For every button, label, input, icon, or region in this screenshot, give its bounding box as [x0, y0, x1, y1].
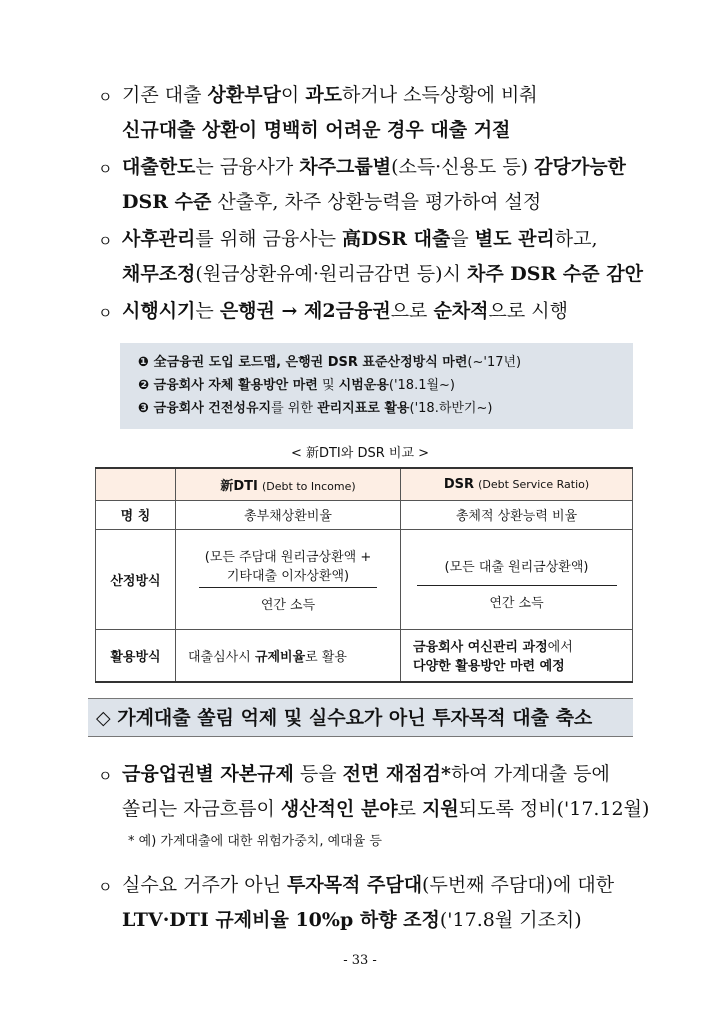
- dsr-formula: [417, 548, 617, 611]
- text-run: 관리지표로 활용: [317, 401, 410, 416]
- text-run: 를 위해 금융사는: [195, 228, 343, 250]
- bullet-line: [98, 757, 649, 792]
- text-run: 과도: [305, 84, 343, 106]
- table-row: [96, 529, 633, 629]
- text-run: ('18.1월~): [388, 378, 456, 393]
- bullet-line: [98, 78, 538, 113]
- bullet-item: [98, 222, 643, 292]
- bullet-line: [98, 257, 643, 292]
- step-number: ❶: [138, 355, 154, 370]
- text-run: 신규대출 상환이 명백히 어려운 경우 대출 거절: [122, 119, 511, 141]
- text-run: 는: [195, 300, 220, 322]
- bullet-item: [98, 757, 649, 827]
- bullet-mark-icon: ㅇ: [98, 88, 113, 106]
- text-run: 되도록 정비('17.12월): [458, 798, 650, 820]
- bullet-line: [98, 792, 649, 827]
- dsr-formula-cell: [401, 529, 633, 629]
- bullet-item: [98, 150, 626, 220]
- row-label-usage: 활용방식: [96, 629, 176, 682]
- bullet-line: [98, 868, 614, 903]
- text-run: 실수요 거주가 아닌: [122, 874, 287, 896]
- table-corner: [96, 468, 176, 500]
- bullet-line: [98, 113, 538, 148]
- dti-usage-cell: [176, 629, 401, 682]
- text-run: 금융회사 자체 활용방안 마련: [153, 378, 318, 393]
- header-dti-sub: (Debt to Income): [262, 479, 356, 493]
- bullet-mark-icon: ㅇ: [98, 232, 113, 250]
- dti-usage-c: 로 활용: [305, 649, 347, 665]
- text-run: 전면 재점검*: [342, 763, 451, 785]
- table-row: [96, 629, 633, 682]
- text-run: 차주그룹별: [299, 156, 392, 178]
- text-run: 으로 시행: [488, 300, 568, 322]
- roadmap-box: [120, 343, 633, 429]
- dti-numerator-line1: (모든 주담대 원리금상환액 +: [204, 549, 372, 565]
- text-run: (두번째 주담대)에 대한: [422, 874, 615, 896]
- dsr-numerator: (모든 대출 원리금상환액): [417, 548, 617, 586]
- text-run: 금융회사 건전성유지: [153, 401, 272, 416]
- dti-formula-cell: [176, 529, 401, 629]
- text-run: ('18.하반기~): [409, 401, 493, 416]
- text-run: 하거나 소득상황에 비춰: [342, 84, 538, 106]
- dti-formula: [199, 546, 378, 613]
- text-run: 로: [397, 798, 423, 820]
- footnote: * 예) 가계대출에 대한 위험가중치, 예대율 등: [128, 834, 382, 849]
- bullet-mark-icon: ㅇ: [98, 160, 113, 178]
- row-label-method: 산정방식: [96, 529, 176, 629]
- text-run: 高DSR 대출: [342, 228, 451, 250]
- bullet-line: [98, 185, 626, 220]
- text-run: 및: [317, 378, 339, 393]
- table-row: [96, 500, 633, 529]
- text-run: 으로: [390, 300, 434, 322]
- roadmap-item: [138, 374, 633, 397]
- text-run: 이: [280, 84, 306, 106]
- text-run: 감당가능한: [534, 156, 626, 178]
- text-run: 全금융권 도입 로드맵, 은행권 DSR 표준산정방식 마련: [153, 355, 468, 370]
- text-run: 를 위한: [271, 401, 318, 416]
- text-run: 을: [450, 228, 475, 250]
- dsr-denominator: 연간 소득: [489, 595, 544, 611]
- table-caption: < 新DTI와 DSR 비교 >: [290, 446, 430, 461]
- page-number: - 33 -: [343, 953, 377, 968]
- text-run: 지원: [422, 798, 459, 820]
- bullet-line: [98, 150, 626, 185]
- text-run: 사후관리: [122, 228, 196, 250]
- bullet-line: [98, 903, 614, 938]
- roadmap-item: [138, 397, 633, 420]
- text-run: DSR 수준: [122, 191, 212, 213]
- text-run: 생산적인 분야: [280, 798, 398, 820]
- roadmap-item: [138, 351, 633, 374]
- step-number: ❷: [138, 378, 154, 393]
- text-run: 채무조정: [122, 263, 196, 285]
- text-run: 산출후, 차주 상환능력을 평가하여 설정: [211, 191, 542, 213]
- text-run: 상환부담: [207, 84, 281, 106]
- table-header-row: [96, 468, 633, 500]
- header-dsr-sub: (Debt Service Ratio): [478, 477, 590, 491]
- text-run: 하고,: [554, 228, 598, 250]
- text-run: 는 금융사가: [195, 156, 300, 178]
- text-run: 하여 가계대출 등에: [450, 763, 610, 785]
- dsr-usage-2: 다양한 활용방안 마련 예정: [413, 659, 565, 675]
- text-run: 별도 관리: [474, 228, 555, 250]
- dti-numerator: [199, 546, 378, 588]
- bullet-item: [98, 868, 614, 938]
- text-run: 시행시기: [122, 300, 196, 322]
- dti-denominator: 연간 소득: [260, 597, 316, 613]
- text-run: (~'17년): [467, 355, 522, 370]
- header-dti-label: 新DTI: [220, 478, 258, 494]
- text-run: 차주 DSR 수준 감안: [466, 263, 643, 285]
- text-run: (원금상환유예·원리금감면 등): [195, 263, 443, 285]
- dti-usage-a: 대출심사시: [188, 649, 255, 665]
- bullet-mark-icon: ㅇ: [98, 767, 113, 785]
- dsr-name-cell: 총체적 상환능력 비율: [401, 500, 633, 529]
- bullet-mark-icon: ㅇ: [98, 304, 113, 322]
- header-dti: [176, 468, 401, 500]
- text-run: 대출한도: [122, 156, 196, 178]
- text-run: LTV·DTI 규제비율 10%p 하향 조정: [122, 909, 440, 931]
- text-run: 등을: [293, 763, 343, 785]
- text-run: 은행권 → 제2금융권: [219, 300, 391, 322]
- text-run: 시: [442, 263, 467, 285]
- dsr-usage-1a: 금융회사 여신관리 과정: [413, 640, 548, 656]
- header-dsr: [401, 468, 633, 500]
- dsr-usage-cell: [401, 629, 633, 682]
- dti-numerator-line2: 기타대출 이자상환액): [226, 568, 350, 584]
- dti-dsr-comparison-table: [95, 467, 633, 683]
- dti-usage-b: 규제비율: [254, 649, 306, 665]
- header-dsr-label: DSR: [443, 476, 474, 492]
- text-run: 금융업권별 자본규제: [122, 763, 294, 785]
- text-run: 순차적: [433, 300, 489, 322]
- text-run: 시범운용: [338, 378, 389, 393]
- text-run: 투자목적 주담대: [286, 874, 423, 896]
- row-label-name: 명 칭: [96, 500, 176, 529]
- bullet-line: [98, 222, 643, 257]
- text-run: ('17.8월 기조치): [439, 909, 582, 931]
- bullet-item: [98, 294, 568, 329]
- text-run: 기존 대출: [122, 84, 208, 106]
- bullet-mark-icon: ㅇ: [98, 878, 113, 896]
- dsr-usage-1b: 에서: [547, 640, 573, 656]
- step-number: ❸: [138, 401, 154, 416]
- bullet-line: [98, 294, 568, 329]
- text-run: 쏠리는 자금흐름이: [122, 798, 281, 820]
- dti-name-cell: 총부채상환비율: [176, 500, 401, 529]
- text-run: (소득·신용도 등): [391, 156, 535, 178]
- section-heading: ◇ 가계대출 쏠림 억제 및 실수요가 아닌 투자목적 대출 축소: [88, 698, 633, 737]
- bullet-item: [98, 78, 538, 148]
